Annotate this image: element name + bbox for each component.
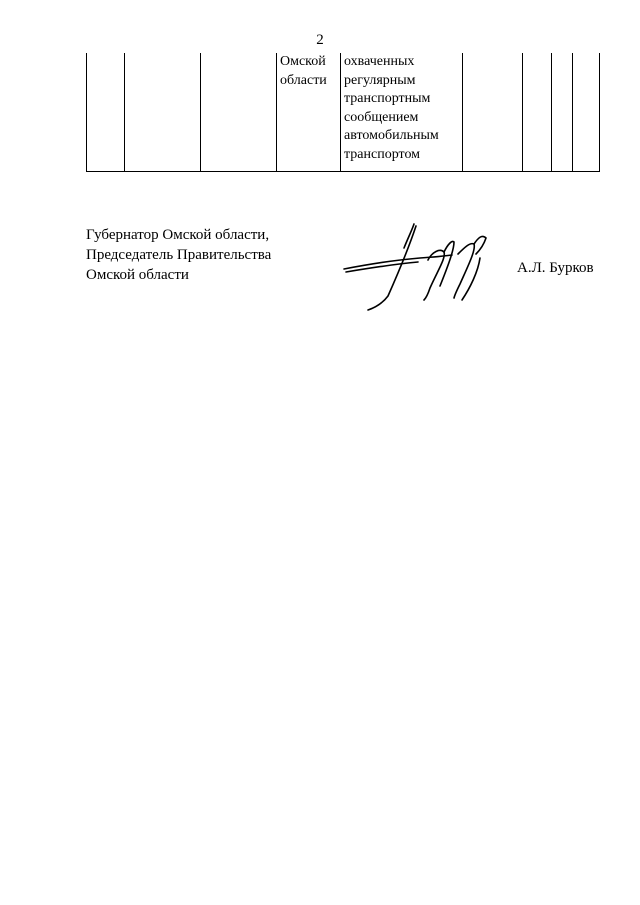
table-cell-empty xyxy=(573,53,600,172)
continuation-table xyxy=(86,53,600,172)
table-cell-empty xyxy=(201,53,277,172)
table-cell-empty xyxy=(87,53,125,172)
table-cell-description xyxy=(341,53,463,172)
page-number: 2 xyxy=(316,32,324,48)
table-cell-empty xyxy=(463,53,523,172)
table-row xyxy=(87,53,600,172)
table-cell-empty xyxy=(552,53,573,172)
signatory-title-line: Омской области xyxy=(86,267,189,283)
description-line: сообщением xyxy=(344,109,419,125)
signatory-title-line: Председатель Правительства xyxy=(86,247,272,263)
region-line: Омской xyxy=(280,54,326,69)
signer-name: А.Л. Бурков xyxy=(517,260,594,276)
signatory-title xyxy=(86,225,271,285)
region-line: области xyxy=(280,72,327,88)
table-cell-empty xyxy=(125,53,201,172)
description-line: автомобильным xyxy=(344,128,439,144)
table-cell-empty xyxy=(523,53,552,172)
handwritten-signature-icon xyxy=(340,214,500,319)
description-line: охваченных xyxy=(344,54,415,69)
description-line: транспортом xyxy=(344,146,421,162)
description-line: регулярным xyxy=(344,72,416,88)
signatory-title-line: Губернатор Омской области, xyxy=(86,227,270,243)
description-line: транспортным xyxy=(344,91,431,107)
table-cell-region xyxy=(277,53,341,172)
